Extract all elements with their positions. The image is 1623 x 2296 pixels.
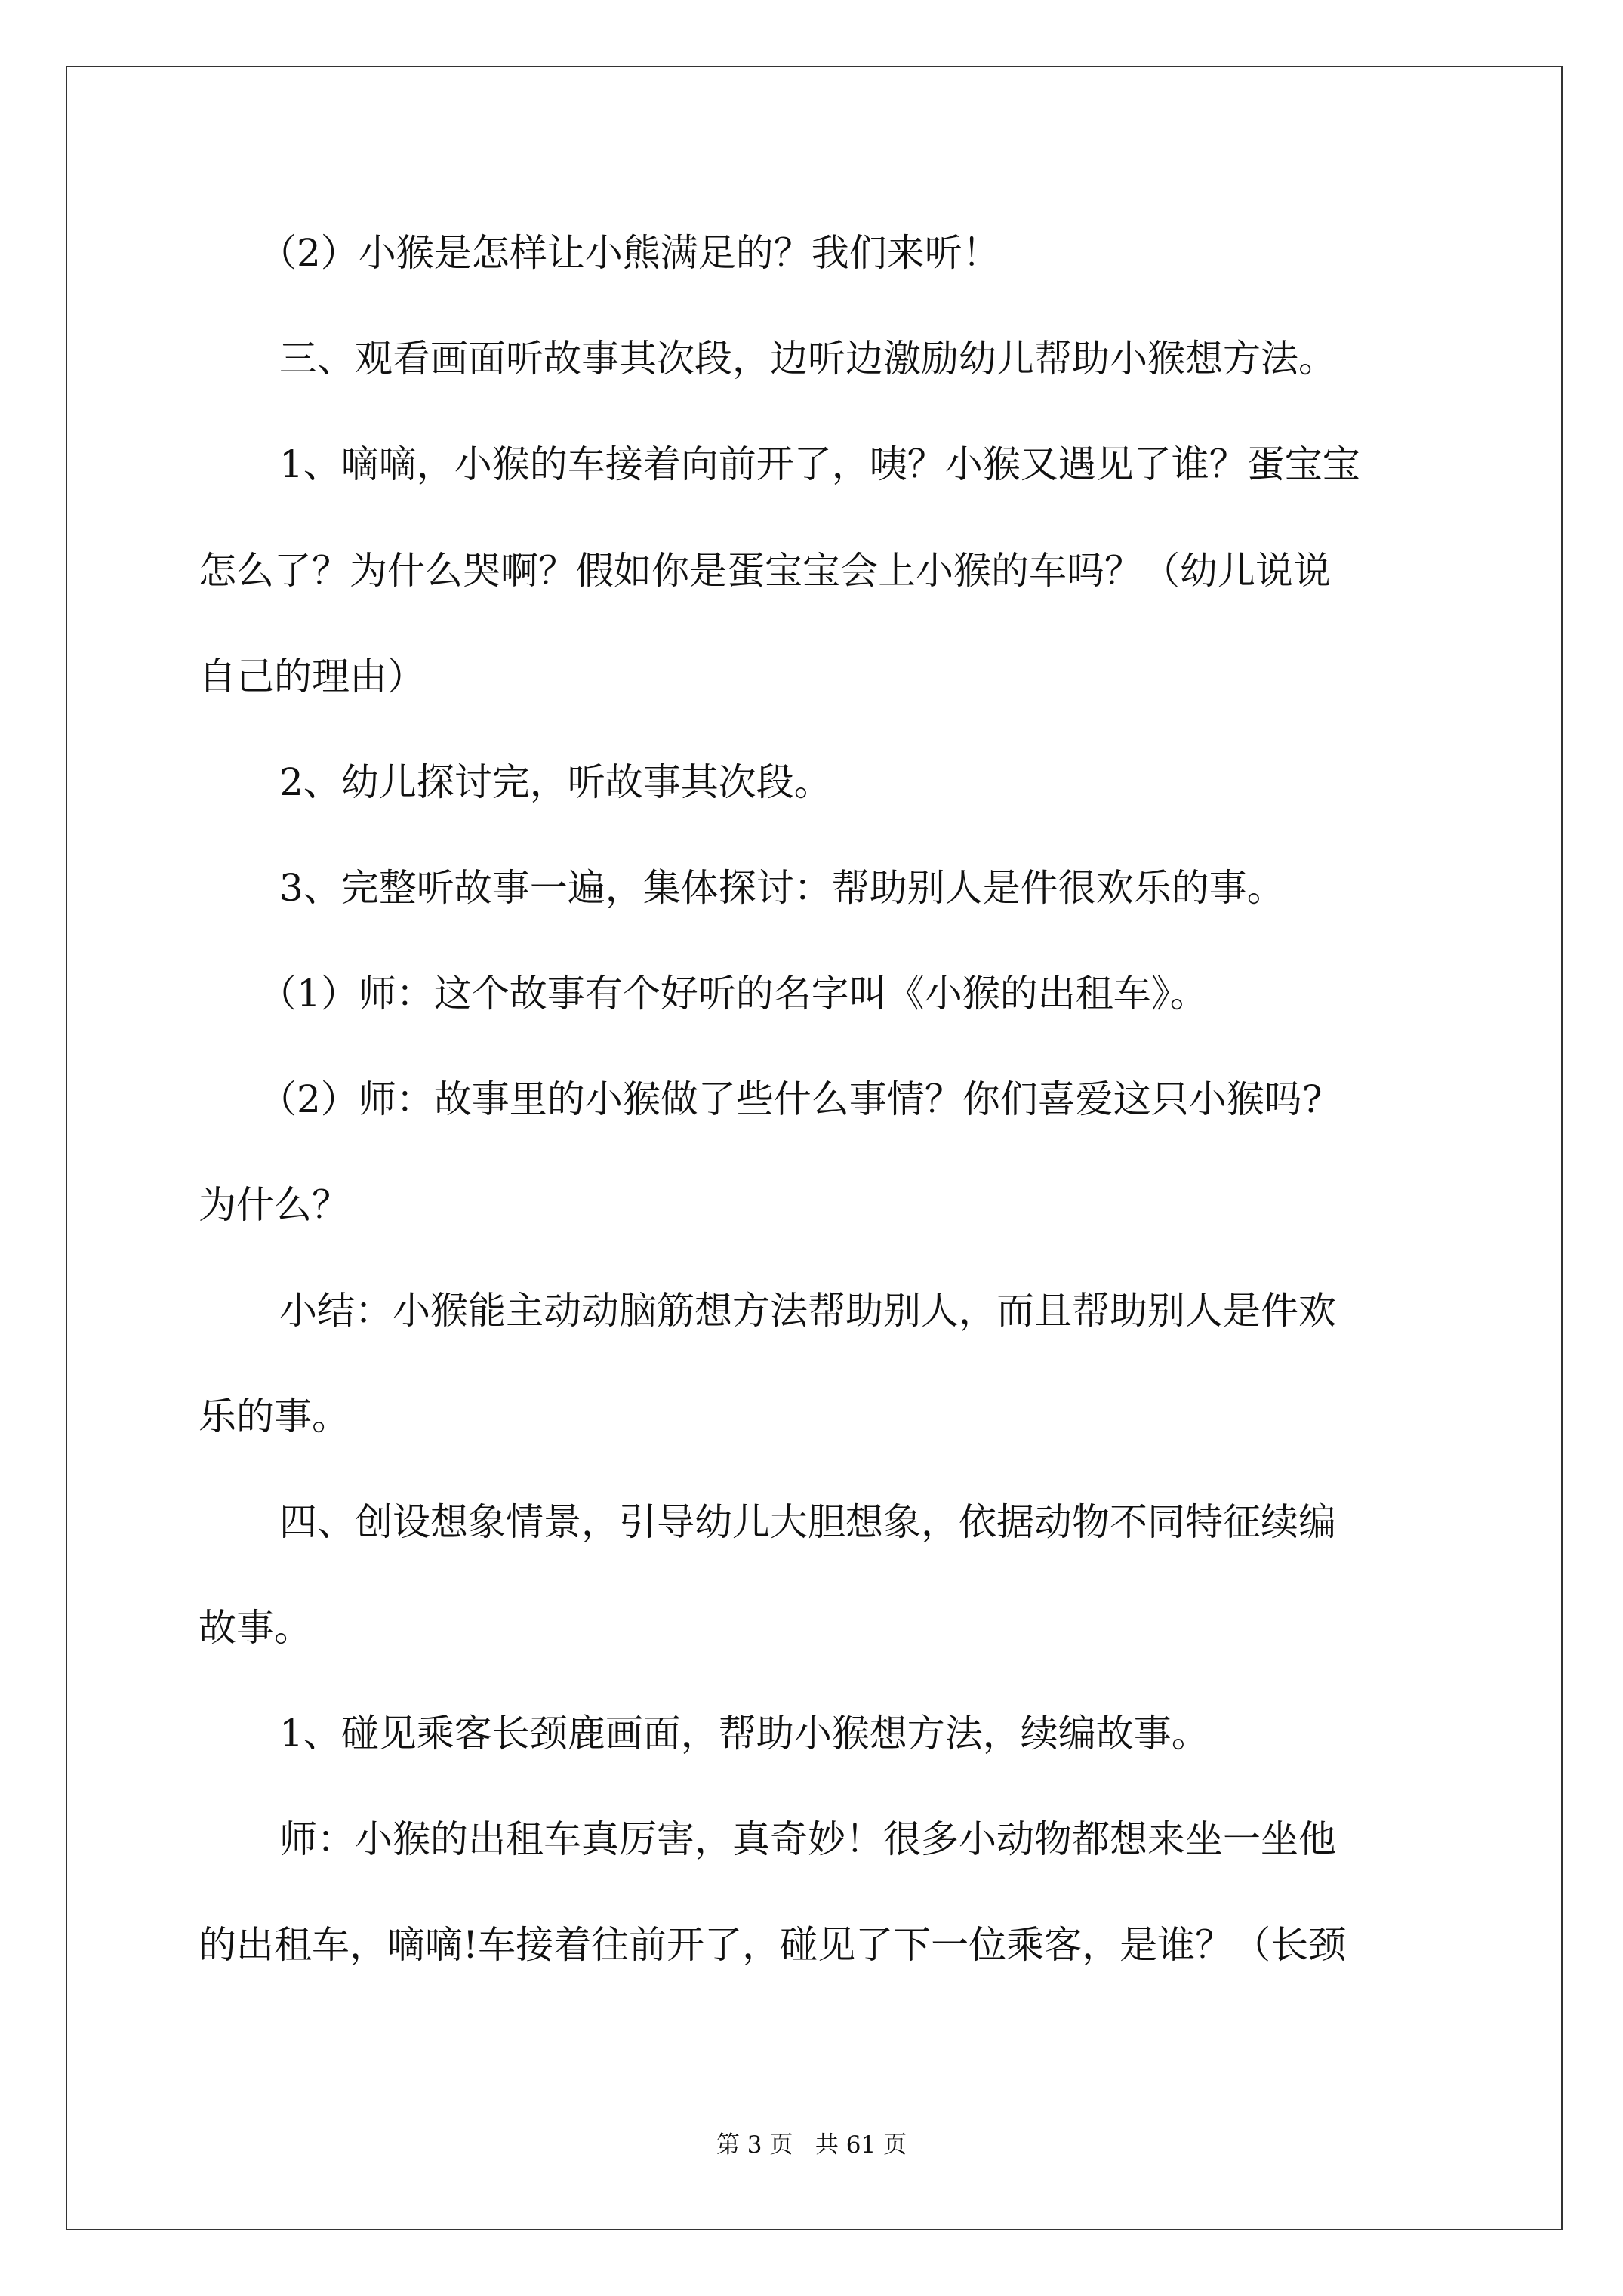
paragraph-line: 四、创设想象情景，引导幼儿大胆想象，依据动物不同特征续编 — [279, 1500, 1336, 1544]
paragraph-line: 小结：小猴能主动动脑筋想方法帮助别人，而且帮助别人是件欢 — [279, 1289, 1336, 1333]
paragraph-line: 的出租车，嘀嘀!车接着往前开了，碰见了下一位乘客，是谁？（长颈 — [199, 1923, 1347, 1967]
paragraph-line: 三、观看画面听故事其次段，边听边激励幼儿帮助小猴想方法。 — [279, 337, 1336, 381]
page-total: 共 61 页 — [815, 2131, 907, 2159]
paragraph-line: 3、完整听故事一遍，集体探讨：帮助别人是件很欢乐的事。 — [279, 866, 1285, 910]
paragraph-line: （2）小猴是怎样让小熊满足的？我们来听！ — [259, 231, 1000, 275]
paragraph-line: （2）师：故事里的小猴做了些什么事情？你们喜爱这只小猴吗? — [259, 1077, 1323, 1121]
paragraph-line: 自己的理由） — [199, 655, 425, 698]
paragraph-line: （1）师：这个故事有个好听的名字叫《小猴的出租车》。 — [259, 972, 1208, 1015]
page-number: 第 3 页 — [716, 2131, 793, 2159]
paragraph-line: 2、幼儿探讨完，听故事其次段。 — [279, 760, 832, 804]
paragraph-line: 师：小猴的出租车真厉害，真奇妙！很多小动物都想来坐一坐他 — [279, 1817, 1336, 1861]
paragraph-line: 乐的事。 — [199, 1395, 350, 1438]
page-footer — [0, 2130, 1623, 2160]
paragraph-line: 怎么了？为什么哭啊？假如你是蛋宝宝会上小猴的车吗？（幼儿说说 — [199, 549, 1331, 593]
paragraph-line: 故事。 — [199, 1606, 312, 1650]
paragraph-line: 为什么？ — [199, 1183, 350, 1227]
paragraph-line: 1、碰见乘客长颈鹿画面，帮助小猴想方法，续编故事。 — [279, 1712, 1209, 1755]
paragraph-line: 1、嘀嘀，小猴的车接着向前开了，咦？小猴又遇见了谁？蛋宝宝 — [279, 442, 1360, 486]
